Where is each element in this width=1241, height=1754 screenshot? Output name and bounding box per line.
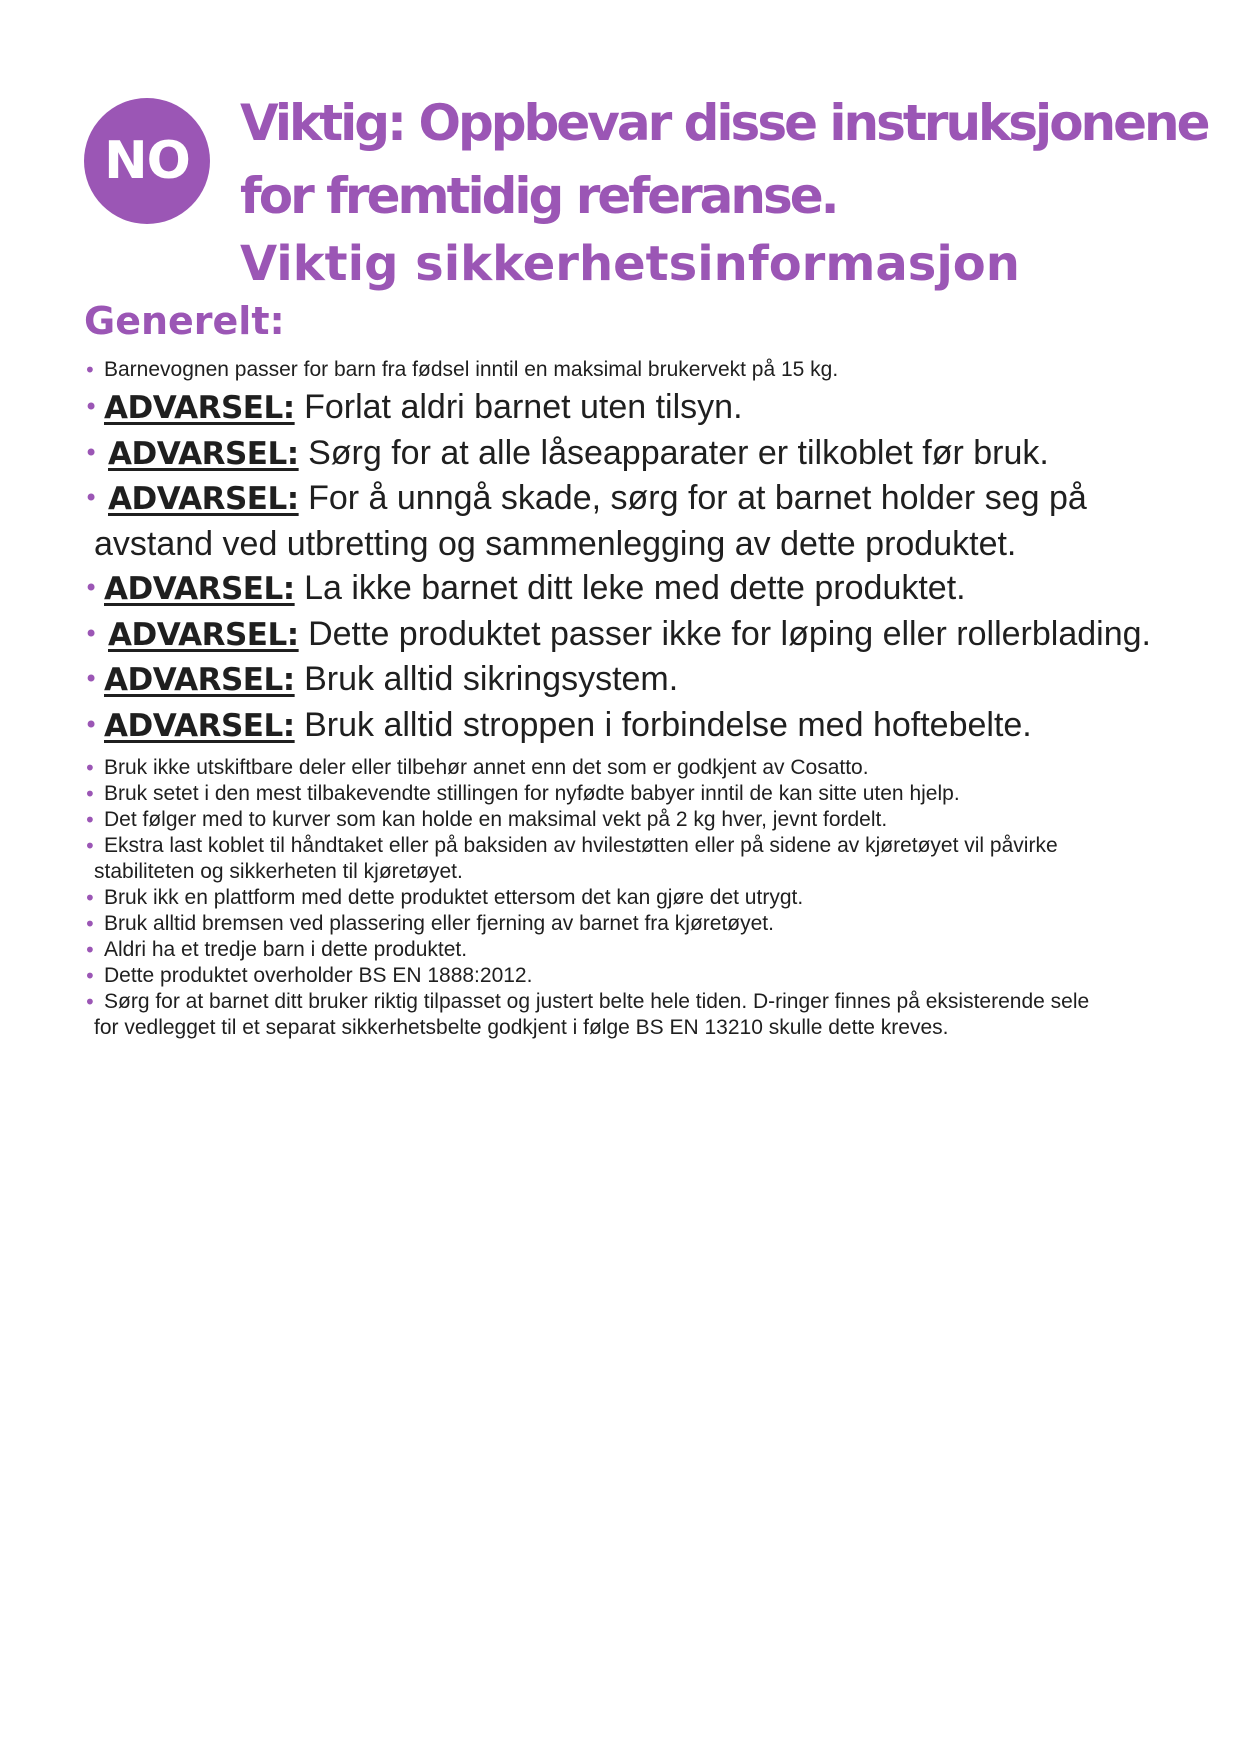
heading-line-2: for fremtidig referanse. — [240, 167, 837, 225]
language-code: NO — [104, 131, 190, 191]
bullet-icon: • — [84, 990, 96, 1014]
warning-item — [84, 476, 1164, 566]
list-item — [84, 937, 1164, 963]
warning-list — [84, 385, 1164, 748]
warning-label: ADVARSEL: — [104, 707, 295, 744]
bullet-icon: • — [84, 438, 99, 467]
bullet-icon: • — [84, 808, 96, 832]
bullet-icon: • — [84, 964, 96, 988]
warning-text: La ikke barnet ditt leke med dette produktet. — [304, 569, 966, 607]
warning-item — [84, 657, 1164, 703]
list-item — [84, 357, 1164, 383]
warning-text-continued: avstand ved utbretting og sammenlegging av dette produktet. — [94, 524, 1017, 563]
item-text: Ekstra last koblet til håndtaket eller på baksiden av hvilestøtten eller på sidene av kjøretøyet vil påvirke — [104, 834, 1058, 857]
bullet-icon: • — [84, 358, 96, 382]
bullet-icon: • — [84, 665, 99, 693]
warning-label: ADVARSEL: — [104, 390, 295, 426]
list-item — [84, 755, 1164, 781]
bullet-icon: • — [84, 912, 96, 936]
item-text-continued: stabiliteten og sikkerheten til kjøretøyet. — [94, 860, 463, 883]
warning-label: ADVARSEL: — [108, 435, 299, 472]
list-item — [84, 807, 1164, 833]
item-text: Dette produktet overholder BS EN 1888:2012. — [104, 964, 533, 987]
bullet-icon: • — [84, 834, 96, 858]
warning-item — [84, 385, 1164, 431]
language-badge — [84, 98, 210, 224]
warning-text: Bruk alltid sikringsystem. — [304, 660, 679, 698]
item-text: Aldri ha et tredje barn i dette produktet. — [104, 938, 468, 961]
bullet-icon: • — [84, 782, 96, 806]
warning-text: For å unngå skade, sørg for at barnet holder seg på — [308, 479, 1087, 517]
warning-text: Dette produktet passer ikke for løping eller rollerblading. — [308, 614, 1151, 653]
list-item — [84, 885, 1164, 911]
item-text: Bruk setet i den mest tilbakevendte stillingen for nyfødte babyer inntil de kan sitte uten hjelp. — [104, 782, 960, 805]
bullet-icon: • — [84, 484, 99, 512]
bullet-icon: • — [84, 938, 96, 962]
list-item — [84, 963, 1164, 989]
warning-text: Sørg for at alle låseapparater er tilkoblet før bruk. — [308, 433, 1049, 472]
warning-text: Bruk alltid stroppen i forbindelse med hoftebelte. — [304, 705, 1032, 744]
item-text: Sørg for at barnet ditt bruker riktig tilpasset og justert belte hele tiden. D-ringer finnes på eksisterende sele — [104, 990, 1090, 1013]
warning-item — [84, 612, 1164, 658]
item-text: Barnevognen passer for barn fra fødsel inntil en maksimal brukervekt på 15 kg. — [104, 358, 839, 381]
item-text: Bruk ikk en plattform med dette produktet ettersom det kan gjøre det utrygt. — [104, 886, 804, 909]
warning-label: ADVARSEL: — [108, 616, 299, 653]
general-list — [84, 755, 1164, 1041]
list-item — [84, 781, 1164, 807]
heading-line-1: Viktig: Oppbevar disse instruksjonene — [240, 94, 1208, 152]
warning-label: ADVARSEL: — [104, 662, 295, 698]
warning-item — [84, 566, 1164, 612]
heading-line-3: Viktig sikkerhetsinformasjon — [240, 236, 1020, 292]
item-text-continued: for vedlegget til et separat sikkerhetsbelte godkjent i følge BS EN 13210 skulle dette kreves. — [94, 1016, 949, 1039]
bullet-icon: • — [84, 574, 99, 602]
warning-item — [84, 431, 1164, 477]
intro-list — [84, 357, 1164, 383]
bullet-icon: • — [84, 886, 96, 910]
item-text: Bruk alltid bremsen ved plassering eller fjerning av barnet fra kjøretøyet. — [104, 912, 774, 935]
document-heading — [240, 86, 1220, 296]
warning-text: Forlat aldri barnet uten tilsyn. — [304, 388, 743, 426]
bullet-icon: • — [84, 393, 99, 421]
section-title: Generelt: — [84, 299, 285, 343]
warning-label: ADVARSEL: — [108, 481, 299, 517]
bullet-icon: • — [84, 619, 99, 648]
list-item — [84, 833, 1164, 885]
list-item — [84, 911, 1164, 937]
list-item — [84, 989, 1164, 1041]
item-text: Bruk ikke utskiftbare deler eller tilbehør annet enn det som er godkjent av Cosatto. — [104, 756, 869, 779]
bullet-icon: • — [84, 710, 99, 739]
bullet-icon: • — [84, 756, 96, 780]
item-text: Det følger med to kurver som kan holde en maksimal vekt på 2 kg hver, jevnt fordelt. — [104, 808, 888, 831]
warning-label: ADVARSEL: — [104, 571, 295, 607]
warning-item — [84, 703, 1164, 749]
